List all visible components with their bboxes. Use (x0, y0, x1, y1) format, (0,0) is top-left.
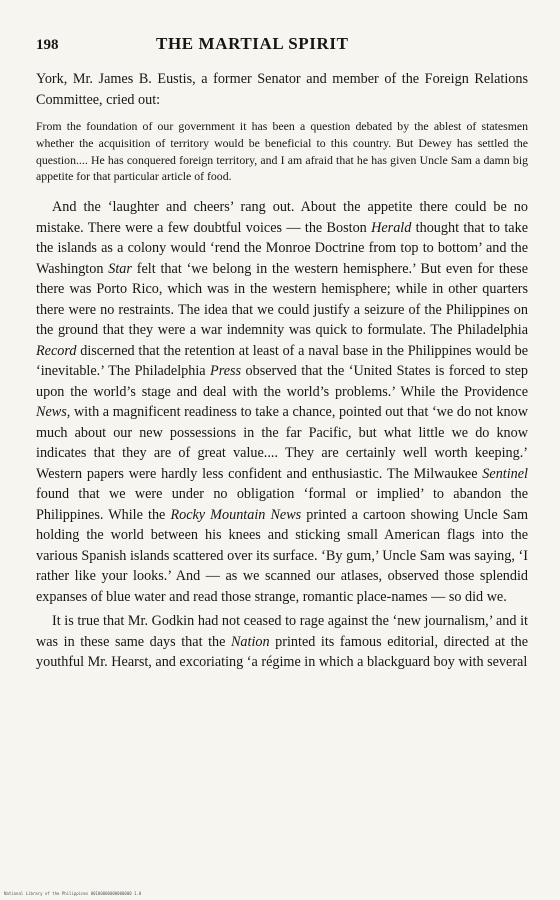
newspaper-title: Star (108, 260, 132, 277)
text-run: found that we were under no obligation ‘formal or implied’ to abandon the Philippines. While the (36, 486, 528, 523)
text-run: printed its famous editorial, directed at the youthful Mr. Hearst, and excoriating ‘a régime in which a blackguard boy with several (36, 633, 528, 671)
text-run: thought that to take the islands as a colony would ‘rend the Monroe Doctrine from top to bottom’ and the Washington (36, 219, 528, 277)
running-head: THE MARTIAL SPIRIT (156, 34, 349, 53)
newspaper-title: Herald (371, 219, 412, 236)
paragraph-godkin (36, 611, 528, 673)
block-quote: From the foundation of our government it has been a question debated by the ablest of statesmen whether the acquisition of territory would be beneficial to this country. But Dewey has settled the question.... He has conquered foreign territory, and I am afraid that he has given Uncle Sam a damn big appetite for that particular article of food. (36, 119, 528, 184)
newspaper-title: Press (210, 363, 242, 380)
text-run: with a magnificent readiness to take a chance, pointed out that ‘we do not know much about our new possessions in the far Pacific, but what little we do know indicates that they are of great value.... They are certainly well worth keeping.’ Western papers were hardly less confident and enthusiastic. The Milwaukee (36, 404, 528, 482)
newspaper-title: Sentinel (482, 465, 528, 482)
text-run: printed a cartoon showing Uncle Sam holding the world between his knees and sticking small American flags into the various Spanish islands scattered over its surface. ‘By gum,’ Uncle Sam was saying, ‘I rather like your looks.’ And — as we scanned our atlases, observed those splendid expanses of blue water and read those strange, romantic place-names — so did we. (36, 506, 528, 605)
paragraph-continuation: York, Mr. James B. Eustis, a former Senator and member of the Foreign Relations Committee, cried out: (36, 71, 528, 108)
page-number: 198 (36, 37, 59, 53)
newspaper-title: News, (36, 404, 71, 421)
text-run: discerned that the retention at least of a naval base in the Philippines would be ‘inevitable.’ The Philadelphia (36, 342, 528, 380)
paragraph-appetite (36, 197, 528, 607)
newspaper-title: Nation (230, 633, 270, 650)
text-run: It is true that Mr. Godkin had not ceased to rage against the ‘new journalism,’ and it was in these same days that the (36, 613, 528, 650)
newspaper-title: Rocky Mountain News (170, 506, 302, 523)
book-page (36, 34, 528, 673)
text-run: observed that the ‘United States is forced to step upon the world’s stage and deal with the world’s problems.’ While the Providence (36, 363, 528, 400)
newspaper-title: Record (36, 342, 77, 359)
text-run: felt that ‘we belong in the western hemisphere.’ But even for these there was Porto Rico, which was in the western hemisphere; while in other quarters there were no restraints. The idea that we could justify a seizure of the Philippines on the ground that they were a war indemnity was quick to formulate. The Philadelphia (36, 260, 528, 339)
text-run: And the ‘laughter and cheers’ rang out. About the appetite there could be no mistake. There were a few doubtful voices — the Boston (36, 199, 528, 236)
library-scan-stamp: National Library of the Philippines 00100000000000000 1.0 (4, 891, 142, 896)
page-header (36, 34, 528, 56)
